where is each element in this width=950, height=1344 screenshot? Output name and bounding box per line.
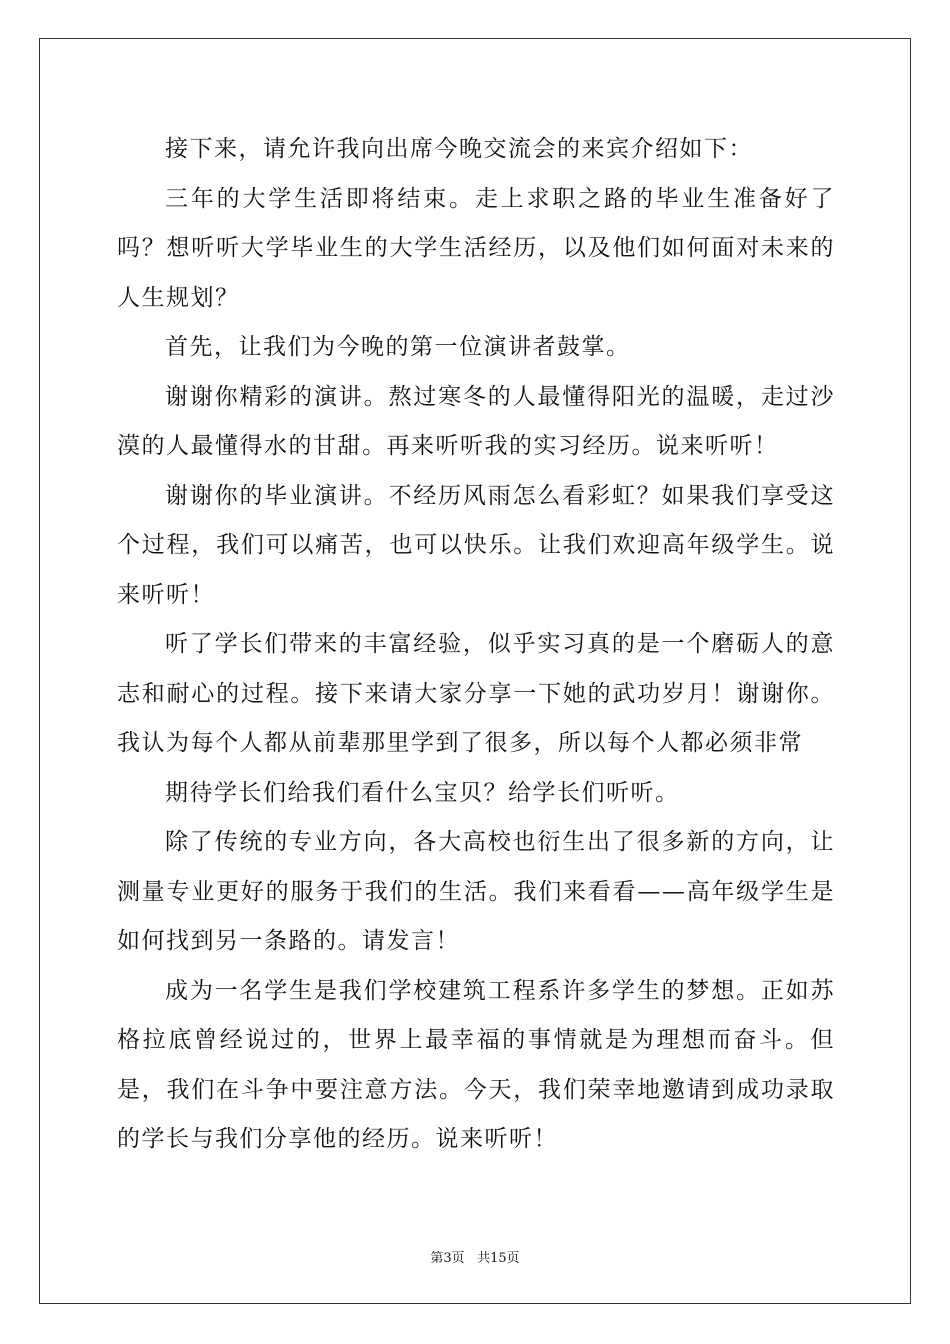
document-body bbox=[117, 125, 835, 1165]
page-number: 第3页 bbox=[430, 1251, 465, 1266]
paragraph: 首先，让我们为今晚的第一位演讲者鼓掌。 bbox=[165, 334, 631, 360]
total-pages: 共15页 bbox=[477, 1251, 520, 1266]
paragraph: 成为一名学生是我们学校建筑工程系许多学生的梦想。正如苏格拉底曾经说过的，世界上最幸福的事情就是为理想而奋斗。但是，我们在斗争中要注意方法。今天，我们荣幸地邀请到成功录取的学长与我们分享他的经历。说来听听！ bbox=[117, 977, 835, 1152]
paragraph: 接下来，请允许我向出席今晚交流会的来宾介绍如下： bbox=[165, 136, 753, 162]
paragraph: 除了传统的专业方向，各大高校也衍生出了很多新的方向，让测量专业更好的服务于我们的生活。我们来看看——高年级学生是如何找到另一条路的。请发言！ bbox=[117, 829, 835, 954]
paragraph: 听了学长们带来的丰富经验，似乎实习真的是一个磨砺人的意志和耐心的过程。接下来请大家分享一下她的武功岁月！谢谢你。我认为每个人都从前辈那里学到了很多，所以每个人都必须非常 bbox=[117, 631, 835, 756]
paragraph: 谢谢你的毕业演讲。不经历风雨怎么看彩虹？如果我们享受这个过程，我们可以痛苦，也可以快乐。让我们欢迎高年级学生。说来听听！ bbox=[117, 482, 835, 608]
page-footer bbox=[0, 1247, 950, 1266]
paragraph: 谢谢你精彩的演讲。熬过寒冬的人最懂得阳光的温暖，走过沙漠的人最懂得水的甘甜。再来听听我的实习经历。说来听听！ bbox=[117, 383, 835, 459]
paragraph: 三年的大学生活即将结束。走上求职之路的毕业生准备好了吗？想听听大学毕业生的大学生活经历，以及他们如何面对未来的人生规划？ bbox=[117, 185, 835, 311]
paragraph: 期待学长们给我们看什么宝贝？给学长们听听。 bbox=[165, 779, 680, 806]
